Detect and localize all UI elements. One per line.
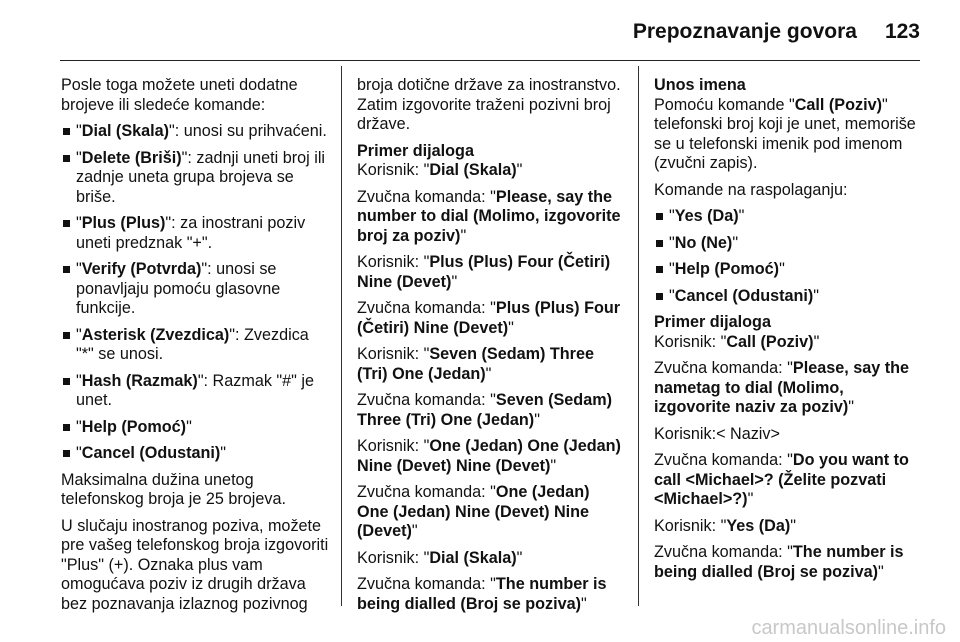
command-text: Cancel (Odustani) — [674, 286, 814, 305]
page-header — [633, 22, 920, 42]
speaker-text: Korisnik: " — [357, 548, 430, 567]
speaker-text: Zvučna komanda: " — [654, 451, 793, 469]
command-text: Please, say the nametag to dial (Molimo, izgovorite naziv za poziv) — [654, 359, 910, 416]
command-text: Seven (Sedam) Three (Tri) One (Jedan) — [357, 345, 594, 383]
dialog-line — [357, 253, 625, 292]
dialog-line — [357, 575, 625, 614]
command-list — [61, 122, 329, 464]
dialog-line — [357, 188, 625, 247]
command-text: No (Ne) — [674, 233, 733, 252]
command-text: Please, say the number to dial (Molimo, izgovorite broj za poziv) — [357, 187, 621, 245]
quote: " — [550, 456, 557, 475]
quote: " — [76, 260, 82, 278]
list-item — [61, 214, 329, 253]
column-1 — [61, 76, 329, 621]
command-text: Hash (Razmak) — [81, 371, 198, 390]
quote: " — [669, 207, 675, 225]
speaker-text: Korisnik: " — [357, 437, 430, 455]
paragraph — [654, 96, 924, 174]
description-text: ": unosi su prihvaćeni. — [169, 122, 327, 140]
speaker-text: Zvučna komanda: " — [654, 359, 793, 377]
quote: " — [747, 490, 754, 508]
quote: " — [76, 122, 82, 140]
quote: " — [76, 417, 82, 436]
dialog-line — [357, 299, 625, 338]
quote: " — [451, 272, 458, 291]
dialog-example — [654, 333, 924, 583]
quote: " — [669, 260, 675, 278]
command-text: Do you want to call <Michael>? (Želite pozvati <Michael>?) — [654, 451, 909, 508]
description-text: ": Razmak "#" je unet. — [76, 371, 315, 409]
dialog-line — [654, 543, 924, 582]
list-item — [654, 234, 924, 254]
quote: " — [534, 410, 540, 429]
command-text: Verify (Potvrda) — [81, 260, 202, 278]
quote: " — [790, 516, 796, 535]
command-text: One (Jedan) One (Jedan) Nine (Devet) Nine (Devet) — [357, 483, 590, 540]
description-text: " — [813, 286, 820, 305]
page-number: 123 — [884, 20, 920, 43]
dialog-line — [357, 483, 625, 542]
dialog-line — [654, 359, 924, 418]
command-text: Cancel (Odustani) — [81, 444, 221, 462]
paragraph: Maksimalna dužina unetog telefonskog broja je 25 brojeva. — [61, 470, 286, 508]
speaker-text: Zvučna komanda: " — [654, 543, 793, 561]
command-text: Plus (Plus) Four (Četiri) Nine (Devet) — [357, 299, 621, 337]
speaker-text: Zvučna komanda: " — [357, 483, 496, 501]
dialog-line — [357, 391, 625, 430]
speaker-text: Korisnik: " — [654, 516, 727, 535]
column-divider — [638, 66, 639, 606]
command-text: The number is being dialled (Broj se poziva) — [654, 543, 904, 581]
command-text: Asterisk (Zvezdica) — [81, 325, 230, 344]
command-text: Plus (Plus) — [81, 214, 166, 232]
quote: " — [669, 286, 675, 305]
speaker-text: Zvučna komanda: " — [357, 391, 496, 409]
watermark: carmanualsonline.info — [751, 616, 946, 639]
command-text: Yes (Da) — [726, 516, 791, 535]
paragraph: Posle toga možete uneti dodatne brojeve ili sledeće komande: — [61, 76, 298, 114]
command-text: Dial (Skala) — [429, 161, 517, 179]
command-text: Yes (Da) — [674, 207, 739, 225]
quote: " — [813, 332, 820, 351]
text-span: Pomoću komande " — [654, 95, 795, 114]
dialog-line — [357, 161, 625, 181]
quote: " — [516, 161, 523, 179]
speaker-text: Korisnik:< Naziv> — [654, 424, 780, 443]
section-heading: Primer dijaloga — [357, 141, 474, 160]
dialog-example — [357, 161, 625, 614]
list-item — [61, 122, 329, 142]
command-text: Help (Pomoć) — [674, 260, 780, 278]
quote: " — [76, 148, 82, 167]
description-text: " — [186, 417, 192, 436]
list-item — [654, 287, 924, 307]
quote: " — [508, 318, 514, 337]
command-text: Call (Poziv) — [794, 95, 882, 114]
column-3 — [654, 76, 924, 589]
speaker-text: Zvučna komanda: " — [357, 187, 496, 206]
list-item — [61, 372, 329, 411]
command-text: Call (Poziv) — [726, 332, 814, 351]
dialog-line — [654, 333, 924, 353]
description-text: ": za inostrani poziv uneti predznak "+". — [76, 214, 306, 252]
list-item — [61, 326, 329, 365]
list-item — [61, 444, 329, 464]
command-text: Plus (Plus) Four (Četiri) Nine (Devet) — [357, 253, 611, 291]
header-divider — [60, 60, 920, 61]
quote: " — [76, 371, 82, 390]
command-text: One (Jedan) One (Jedan) Nine (Devet) Nine (Devet) — [357, 437, 621, 475]
dialog-line — [357, 437, 625, 476]
quote: " — [580, 594, 587, 613]
column-2 — [357, 76, 625, 621]
quote: " — [76, 214, 82, 232]
command-text: Dial (Skala) — [81, 122, 170, 140]
list-item — [654, 260, 924, 280]
dialog-line — [357, 345, 625, 384]
speaker-text: Zvučna komanda: " — [357, 299, 496, 317]
page-title: Prepoznavanje govora — [632, 20, 857, 43]
dialog-line — [654, 451, 924, 510]
quote: " — [877, 562, 884, 581]
description-text: ": Zvezdica "*" se unosi. — [76, 325, 309, 363]
quote: " — [669, 233, 675, 252]
list-item — [654, 207, 924, 227]
dialog-line — [654, 517, 924, 537]
description-text: " — [738, 207, 745, 225]
quote: " — [411, 522, 418, 540]
speaker-text: Zvučna komanda: " — [357, 575, 496, 593]
command-list — [654, 207, 924, 306]
description-text: " — [732, 233, 739, 252]
list-item — [61, 260, 329, 319]
list-item — [61, 149, 329, 208]
speaker-text: Korisnik: " — [357, 345, 430, 363]
dialog-line — [654, 425, 924, 445]
paragraph: Komande na raspolaganju: — [654, 180, 848, 199]
paragraph: U slučaju inostranog poziva, možete pre vašeg telefonskog broja izgovoriti "Plus" (+). Oznaka plus vam omogućava poziv iz drugih država bez poznavanja izlaznog pozivnog — [61, 516, 329, 613]
command-text: Dial (Skala) — [429, 548, 517, 567]
speaker-text: Korisnik: " — [357, 161, 430, 179]
paragraph: broja dotične države za inostranstvo. Zatim izgovorite traženi pozivni broj države. — [357, 76, 621, 133]
quote: " — [76, 325, 82, 344]
description-text: " — [220, 444, 227, 462]
quote: " — [460, 226, 467, 245]
speaker-text: Korisnik: " — [654, 332, 727, 351]
command-text: Seven (Sedam) Three (Tri) One (Jedan) — [357, 391, 612, 429]
column-divider — [341, 66, 342, 606]
section-heading: Unos imena — [654, 76, 746, 94]
section-heading: Primer dijaloga — [654, 313, 771, 331]
command-text: Help (Pomoć) — [81, 417, 187, 436]
text-span: " telefonski broj koji je unet, memoriše se u telefonski imenik pod imenom (zvučni zapis). — [654, 95, 916, 172]
command-text: The number is being dialled (Broj se poziva) — [357, 575, 607, 613]
quote: " — [76, 444, 82, 462]
list-item — [61, 418, 329, 438]
quote: " — [485, 364, 492, 383]
dialog-line — [357, 549, 625, 569]
command-text: Delete (Briši) — [81, 148, 182, 167]
description-text: ": zadnji uneti broj ili zadnje uneta grupa brojeva se briše. — [76, 148, 326, 206]
quote: " — [848, 398, 855, 416]
quote: " — [516, 548, 523, 567]
description-text: " — [779, 260, 785, 278]
description-text: ": unosi se ponavljaju pomoću glasovne funkcije. — [76, 260, 281, 317]
speaker-text: Korisnik: " — [357, 253, 430, 271]
